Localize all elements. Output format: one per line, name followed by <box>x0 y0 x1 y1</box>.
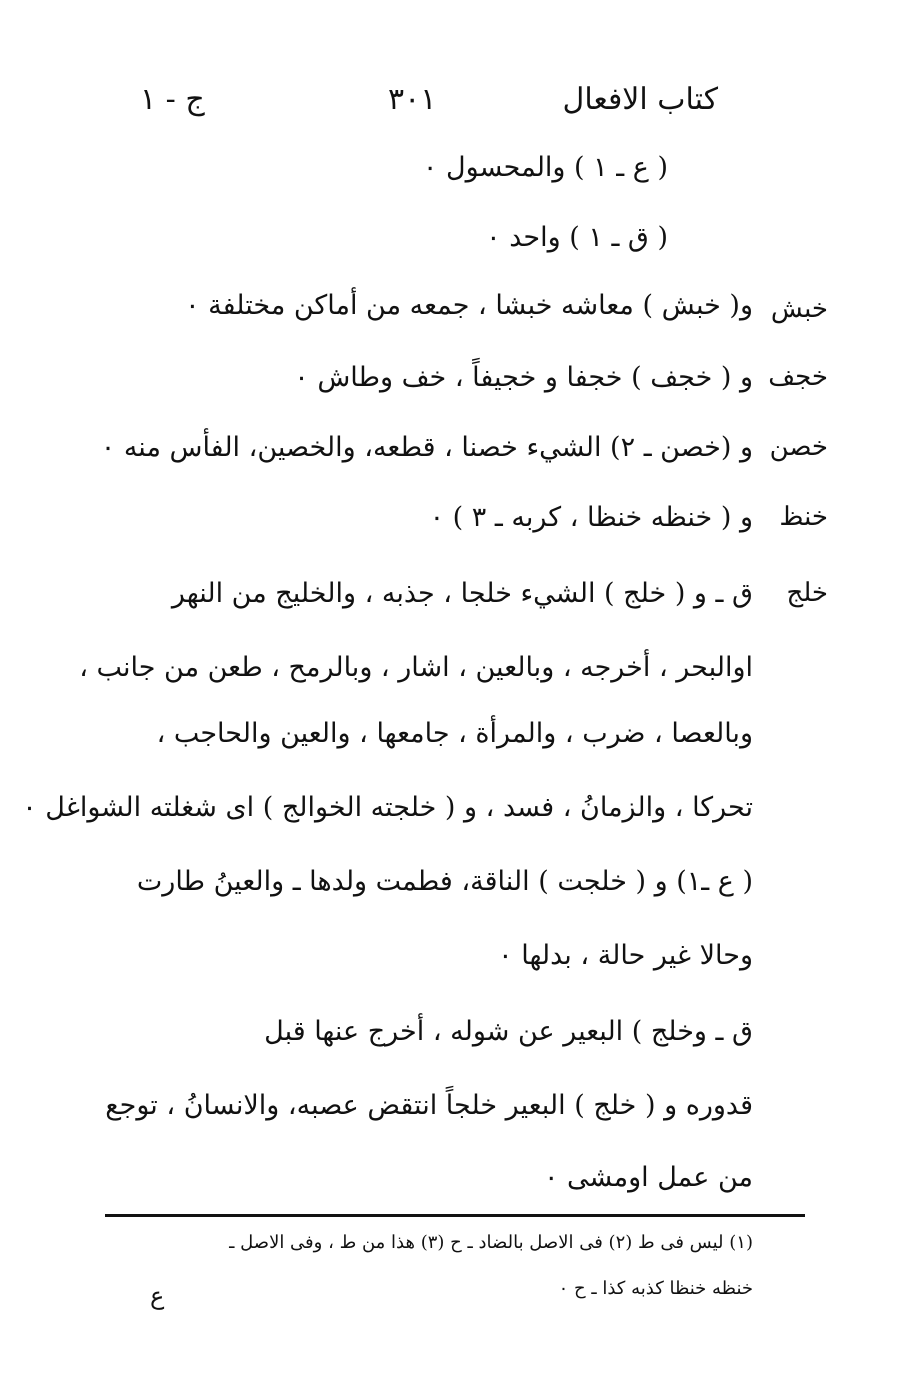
text-line: ( ع ـ١) و ( خلجت ) الناقة، فطمت ولدها ـ والعينُ طارت <box>136 866 753 897</box>
text-line: ق ـ و ( خلج ) الشيء خلجا ، جذبه ، والخليج من النهر <box>171 578 753 609</box>
margin-root-khanatha: خنظ <box>779 502 828 532</box>
footnote-line: (١) ليس فى ط (٢) فى الاصل بالضاد ـ ح (٣) هذا من ط ، وفى الاصل ـ <box>229 1232 753 1253</box>
text-line: ( ق ـ ١ ) واحد ٠ <box>486 222 668 253</box>
text-line: ( ع ـ ١ ) والمحسول ٠ <box>422 152 668 183</box>
text-line: قدوره و ( خلج ) البعير خلجاً انتقض عصبه، والانسانُ ، توجع <box>105 1090 753 1121</box>
text-line: من عمل اومشى ٠ <box>543 1162 753 1193</box>
margin-root-khalaja: خلج <box>786 578 828 608</box>
text-line: و( خبش ) معاشه خبشا ، جمعه من أماكن مختلفة ٠ <box>185 290 753 321</box>
footnote-separator <box>105 1214 805 1217</box>
text-line: تحركا ، والزمانُ ، فسد ، و ( خلجته الخوالج ) اى شغلته الشواغل ٠ <box>22 792 753 823</box>
text-line: وحالا غير حالة ، بدلها ٠ <box>498 940 753 971</box>
signature-mark: ع <box>150 1282 165 1310</box>
text-line: ق ـ وخلج ) البعير عن شوله ، أخرج عنها قبل <box>264 1016 753 1047</box>
margin-root-khasana: خصن <box>769 432 828 462</box>
footnote-line: خنظه خنظا كذبه كذا ـ ح ٠ <box>558 1278 753 1299</box>
page-number: ٣٠١ <box>388 82 437 117</box>
volume-label: ج - ١ <box>140 82 205 117</box>
text-line: و ( خجف ) خجفا و خجيفاً ، خف وطاش ٠ <box>294 362 753 393</box>
margin-root-khabasha: خبش <box>770 294 828 324</box>
text-line: وبالعصا ، ضرب ، والمرأة ، جامعها ، والعين والحاجب ، <box>156 718 753 749</box>
text-line: و ( خنظه خنظا ، كربه ـ ٣ ) ٠ <box>429 502 753 533</box>
text-line: و (خصن ـ ٢) الشيء خصنا ، قطعه، والخصين، الفأس منه ٠ <box>100 432 753 463</box>
text-line: اوالبحر ، أخرجه ، وبالعين ، اشار ، وبالرمح ، طعن من جانب ، <box>79 652 753 683</box>
margin-root-khajafa: خجف <box>768 362 828 392</box>
book-title: كتاب الافعال <box>562 82 718 117</box>
